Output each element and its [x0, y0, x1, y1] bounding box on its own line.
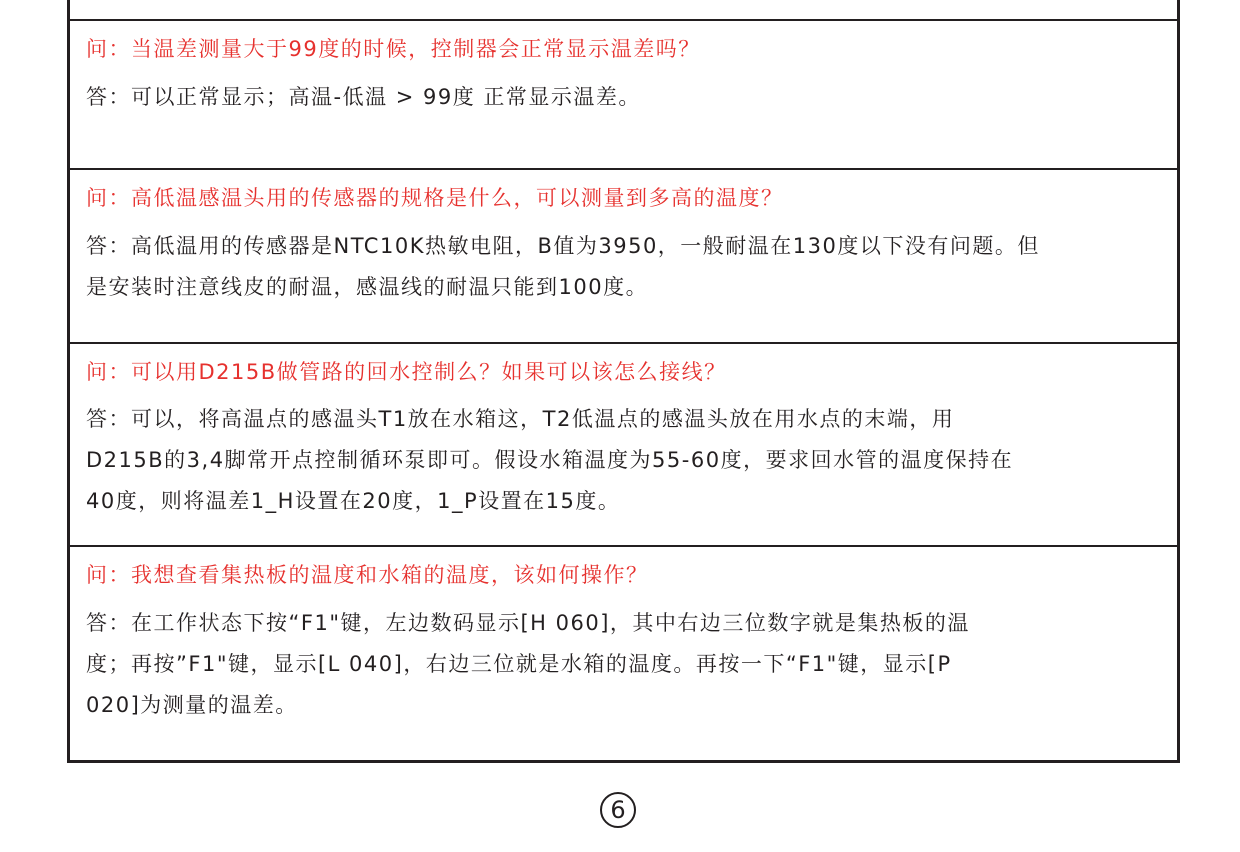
answer-1 — [86, 77, 1156, 118]
section-divider — [67, 168, 1180, 170]
section-divider — [67, 545, 1180, 547]
answer-line: 020]为测量的温差。 — [86, 693, 298, 717]
answer-4 — [86, 603, 1156, 726]
answer-line: 答：可以正常显示；高温-低温 > 99度 正常显示温差。 — [86, 85, 641, 109]
answer-line: 答：在工作状态下按“F1"键，左边数码显示[H 060]，其中右边三位数字就是集热板的温 — [86, 611, 970, 635]
answer-line: D215B的3,4脚常开点控制循环泵即可。假设水箱温度为55-60度，要求回水管的温度保持在 — [86, 448, 1014, 472]
answer-3 — [86, 399, 1156, 522]
question-2: 问：高低温感温头用的传感器的规格是什么，可以测量到多高的温度？ — [86, 186, 784, 210]
question-3: 问：可以用D215B做管路的回水控制么？如果可以该怎么接线？ — [86, 360, 727, 384]
answer-line: 度；再按”F1"键，显示[L 040]，右边三位就是水箱的温度。再按一下“F1"键，显示[P — [86, 652, 952, 676]
question-1: 问：当温差测量大于99度的时候，控制器会正常显示温差吗？ — [86, 37, 701, 61]
answer-line: 40度，则将温差1_H设置在20度，1_P设置在15度。 — [86, 489, 621, 513]
section-divider — [67, 342, 1180, 344]
answer-line: 答：高低温用的传感器是NTC10K热敏电阻，B值为3950，一般耐温在130度以下没有问题。但 — [86, 234, 1040, 258]
answer-2 — [86, 226, 1156, 308]
answer-line: 答：可以，将高温点的感温头T1放在水箱这，T2低温点的感温头放在用水点的末端，用 — [86, 407, 955, 431]
page-number: 6 — [600, 792, 636, 828]
section-divider — [67, 19, 1180, 21]
answer-line: 是安装时注意线皮的耐温，感温线的耐温只能到100度。 — [86, 275, 649, 299]
question-4: 问：我想查看集热板的温度和水箱的温度，该如何操作？ — [86, 563, 649, 587]
